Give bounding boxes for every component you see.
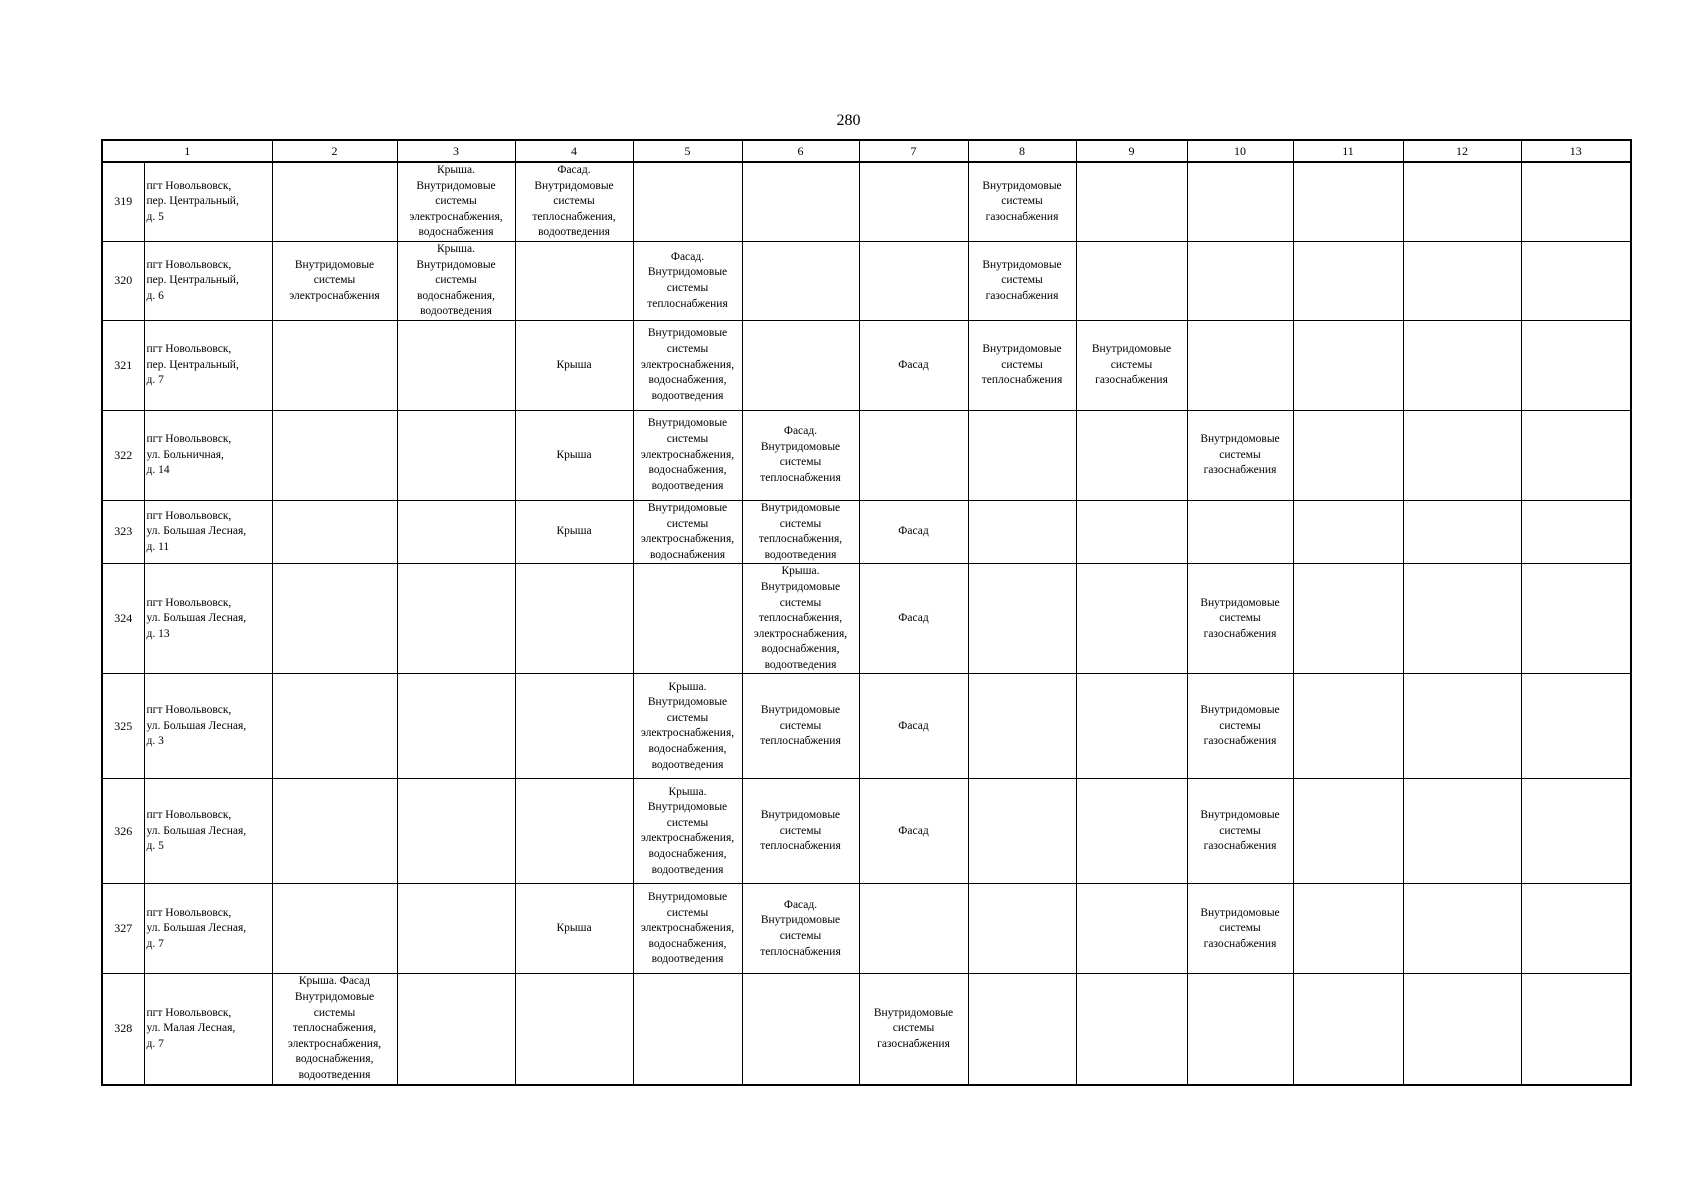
repair-schedule-table	[101, 139, 1632, 1086]
work-cell-col-3	[397, 320, 515, 410]
work-cell-col-12	[1403, 564, 1521, 674]
work-cell-col-4	[515, 320, 633, 410]
work-cell-col-7	[859, 410, 968, 500]
column-header: 8	[968, 140, 1076, 162]
cell-text: 328	[114, 1021, 133, 1036]
work-cell-col-11	[1293, 241, 1403, 320]
work-cell-col-9	[1076, 884, 1187, 974]
column-header: 5	[633, 140, 742, 162]
address-cell	[144, 674, 272, 779]
work-cell-col-8	[968, 500, 1076, 563]
work-cell-col-4	[515, 500, 633, 563]
cell-text: Внутридомовые системы газоснабжения	[1091, 343, 1172, 387]
work-cell-col-13	[1521, 674, 1631, 779]
row-number-cell	[102, 779, 144, 884]
work-cell-col-10	[1187, 241, 1293, 320]
cell-text: Внутридомовые системы газоснабжения	[1200, 809, 1280, 853]
work-cell-col-2	[272, 241, 397, 320]
work-cell-col-5	[633, 674, 742, 779]
cell-text: Внутридомовые системы газоснабжения	[873, 1006, 954, 1050]
column-header: 2	[272, 140, 397, 162]
cell-text: Крыша. Внутридомовые системы электроснабжения, водоснабжения	[409, 164, 503, 239]
cell-text: пгт Новольвовск, ул. Малая Лесная, д. 7	[146, 1006, 236, 1050]
work-cell-col-7	[859, 500, 968, 563]
work-cell-col-6	[742, 564, 859, 674]
work-cell-col-10	[1187, 320, 1293, 410]
row-number-cell	[102, 884, 144, 974]
work-cell-col-9	[1076, 241, 1187, 320]
table-row	[102, 241, 1631, 320]
work-cell-col-11	[1293, 884, 1403, 974]
row-number-cell	[102, 241, 144, 320]
work-cell-col-10	[1187, 564, 1293, 674]
work-cell-col-2	[272, 320, 397, 410]
work-cell-col-13	[1521, 162, 1631, 241]
work-cell-col-8	[968, 410, 1076, 500]
work-cell-col-10	[1187, 779, 1293, 884]
work-cell-col-2	[272, 974, 397, 1085]
work-cell-col-11	[1293, 974, 1403, 1085]
work-cell-col-3	[397, 974, 515, 1085]
table-row	[102, 410, 1631, 500]
work-cell-col-11	[1293, 162, 1403, 241]
work-cell-col-3	[397, 884, 515, 974]
cell-text: Фасад. Внутридомовые системы теплоснабжения	[760, 425, 841, 485]
cell-text: Крыша	[556, 525, 592, 538]
column-header: 10	[1187, 140, 1293, 162]
work-cell-col-7	[859, 779, 968, 884]
cell-text: Крыша	[556, 358, 592, 371]
work-cell-col-11	[1293, 320, 1403, 410]
work-cell-col-3	[397, 674, 515, 779]
work-cell-col-6	[742, 974, 859, 1085]
table-row	[102, 162, 1631, 241]
work-cell-col-13	[1521, 500, 1631, 563]
work-cell-col-9	[1076, 674, 1187, 779]
work-cell-col-4	[515, 162, 633, 241]
cell-text: Внутридомовые системы электроснабжения, водоснабжения, водоотведения	[640, 890, 735, 966]
cell-text: 326	[114, 823, 133, 838]
table-row	[102, 674, 1631, 779]
work-cell-col-2	[272, 779, 397, 884]
work-cell-col-12	[1403, 974, 1521, 1085]
work-cell-col-3	[397, 162, 515, 241]
cell-text: 319	[114, 194, 133, 209]
work-cell-col-6	[742, 241, 859, 320]
work-cell-col-6	[742, 674, 859, 779]
row-number-cell	[102, 162, 144, 241]
work-cell-col-5	[633, 410, 742, 500]
cell-text: пгт Новольвовск, пер. Центральный, д. 6	[146, 258, 239, 302]
work-cell-col-5	[633, 241, 742, 320]
work-cell-col-13	[1521, 974, 1631, 1085]
table-header-row	[102, 140, 1631, 162]
work-cell-col-2	[272, 884, 397, 974]
work-cell-col-3	[397, 564, 515, 674]
work-cell-col-7	[859, 974, 968, 1085]
work-cell-col-12	[1403, 779, 1521, 884]
work-cell-col-4	[515, 884, 633, 974]
work-cell-col-2	[272, 564, 397, 674]
cell-text: пгт Новольвовск, ул. Большая Лесная, д. 3	[146, 704, 247, 748]
table-row	[102, 564, 1631, 674]
cell-text: Крыша	[556, 922, 592, 935]
work-cell-col-6	[742, 500, 859, 563]
work-cell-col-10	[1187, 674, 1293, 779]
cell-text: пгт Новольвовск, ул. Большая Лесная, д. 7	[146, 906, 247, 950]
work-cell-col-8	[968, 674, 1076, 779]
work-cell-col-3	[397, 410, 515, 500]
cell-text: Фасад	[898, 525, 929, 538]
work-cell-col-6	[742, 410, 859, 500]
cell-text: Внутридомовые системы электроснабжения	[289, 258, 380, 302]
work-cell-col-2	[272, 162, 397, 241]
work-cell-col-5	[633, 974, 742, 1085]
work-cell-col-7	[859, 564, 968, 674]
work-cell-col-8	[968, 974, 1076, 1085]
work-cell-col-12	[1403, 674, 1521, 779]
work-cell-col-5	[633, 564, 742, 674]
cell-text: Внутридомовые системы газоснабжения	[982, 258, 1062, 302]
column-header: 1	[102, 140, 272, 162]
table-row	[102, 974, 1631, 1085]
cell-text: Крыша. Фасад Внутридомовые системы теплоснабжения, электроснабжения, водоснабжения, водоотведения	[287, 975, 382, 1082]
cell-text: Внутридомовые системы теплоснабжения	[760, 809, 841, 853]
work-cell-col-3	[397, 779, 515, 884]
work-cell-col-12	[1403, 241, 1521, 320]
work-cell-col-13	[1521, 410, 1631, 500]
cell-text: Фасад. Внутридомовые системы теплоснабжения	[760, 898, 841, 958]
cell-text: пгт Новольвовск, пер. Центральный, д. 7	[146, 343, 239, 387]
column-header: 11	[1293, 140, 1403, 162]
cell-text: пгт Новольвовск, ул. Большая Лесная, д. 5	[146, 809, 247, 853]
address-cell	[144, 162, 272, 241]
work-cell-col-13	[1521, 779, 1631, 884]
work-cell-col-6	[742, 779, 859, 884]
column-header: 6	[742, 140, 859, 162]
address-cell	[144, 410, 272, 500]
address-cell	[144, 241, 272, 320]
cell-text: Внутридомовые системы теплоснабжения	[760, 704, 841, 748]
work-cell-col-12	[1403, 320, 1521, 410]
work-cell-col-9	[1076, 500, 1187, 563]
cell-text: Крыша. Внутридомовые системы водоснабжения, водоотведения	[416, 242, 496, 318]
work-cell-col-9	[1076, 320, 1187, 410]
work-cell-col-7	[859, 884, 968, 974]
work-cell-col-9	[1076, 410, 1187, 500]
work-cell-col-9	[1076, 564, 1187, 674]
work-cell-col-4	[515, 564, 633, 674]
cell-text: Крыша. Внутридомовые системы теплоснабжения, электроснабжения, водоснабжения, водоотведения	[753, 565, 848, 671]
cell-text: 320	[114, 273, 133, 288]
work-cell-col-2	[272, 674, 397, 779]
work-cell-col-5	[633, 162, 742, 241]
cell-text: Фасад	[898, 612, 929, 625]
cell-text: 321	[114, 357, 133, 372]
work-cell-col-12	[1403, 884, 1521, 974]
work-cell-col-2	[272, 410, 397, 500]
cell-text: пгт Новольвовск, пер. Центральный, д. 5	[146, 179, 239, 223]
work-cell-col-8	[968, 320, 1076, 410]
work-cell-col-8	[968, 564, 1076, 674]
row-number-cell	[102, 320, 144, 410]
cell-text: 325	[114, 718, 133, 733]
cell-text: Внутридомовые системы газоснабжения	[1200, 906, 1280, 950]
column-header: 12	[1403, 140, 1521, 162]
cell-text: Фасад	[898, 824, 929, 837]
address-cell	[144, 779, 272, 884]
work-cell-col-13	[1521, 564, 1631, 674]
cell-text: 322	[114, 447, 133, 462]
column-header: 13	[1521, 140, 1631, 162]
work-cell-col-7	[859, 674, 968, 779]
cell-text: Внутридомовые системы газоснабжения	[1200, 596, 1280, 640]
cell-text: Фасад. Внутридомовые системы теплоснабжения, водоотведения	[532, 164, 616, 239]
address-cell	[144, 500, 272, 563]
table-row	[102, 779, 1631, 884]
page-number: 280	[836, 112, 861, 129]
table-row	[102, 320, 1631, 410]
cell-text: Внутридомовые системы газоснабжения	[1200, 433, 1280, 477]
work-cell-col-3	[397, 241, 515, 320]
work-cell-col-5	[633, 884, 742, 974]
table-row	[102, 884, 1631, 974]
column-header: 7	[859, 140, 968, 162]
work-cell-col-10	[1187, 884, 1293, 974]
work-cell-col-13	[1521, 320, 1631, 410]
work-cell-col-4	[515, 410, 633, 500]
work-cell-col-6	[742, 320, 859, 410]
column-header: 4	[515, 140, 633, 162]
cell-text: Крыша. Внутридомовые системы электроснабжения, водоснабжения, водоотведения	[640, 785, 735, 876]
work-cell-col-7	[859, 162, 968, 241]
work-cell-col-12	[1403, 162, 1521, 241]
work-cell-col-12	[1403, 410, 1521, 500]
row-number-cell	[102, 500, 144, 563]
work-cell-col-10	[1187, 162, 1293, 241]
work-cell-col-10	[1187, 500, 1293, 563]
work-cell-col-5	[633, 779, 742, 884]
work-cell-col-11	[1293, 779, 1403, 884]
work-cell-col-13	[1521, 884, 1631, 974]
address-cell	[144, 564, 272, 674]
work-cell-col-11	[1293, 500, 1403, 563]
work-cell-col-7	[859, 241, 968, 320]
cell-text: Внутридомовые системы электроснабжения, водоснабжения, водоотведения	[640, 417, 735, 492]
cell-text: Внутридомовые системы газоснабжения	[982, 179, 1062, 223]
cell-text: Внутридомовые системы электроснабжения, водоснабжения	[640, 501, 735, 561]
cell-text: Фасад	[898, 719, 929, 732]
cell-text: Крыша	[556, 448, 592, 461]
work-cell-col-3	[397, 500, 515, 563]
work-cell-col-6	[742, 162, 859, 241]
cell-text: Внутридомовые системы газоснабжения	[1200, 704, 1280, 748]
cell-text: пгт Новольвовск, ул. Больничная, д. 14	[146, 433, 232, 477]
work-cell-col-8	[968, 779, 1076, 884]
work-cell-col-8	[968, 884, 1076, 974]
work-cell-col-10	[1187, 974, 1293, 1085]
address-cell	[144, 884, 272, 974]
work-cell-col-11	[1293, 564, 1403, 674]
work-cell-col-12	[1403, 500, 1521, 563]
work-cell-col-9	[1076, 162, 1187, 241]
cell-text: 323	[114, 524, 133, 539]
work-cell-col-4	[515, 674, 633, 779]
cell-text: Фасад	[898, 358, 929, 371]
column-header: 9	[1076, 140, 1187, 162]
work-cell-col-11	[1293, 410, 1403, 500]
work-cell-col-6	[742, 884, 859, 974]
work-cell-col-10	[1187, 410, 1293, 500]
work-cell-col-4	[515, 241, 633, 320]
work-cell-col-8	[968, 241, 1076, 320]
work-cell-col-2	[272, 500, 397, 563]
work-cell-col-5	[633, 320, 742, 410]
row-number-cell	[102, 674, 144, 779]
work-cell-col-9	[1076, 779, 1187, 884]
cell-text: Фасад. Внутридомовые системы теплоснабжения	[647, 250, 728, 310]
table-row	[102, 500, 1631, 563]
cell-text: Крыша. Внутридомовые системы электроснабжения, водоснабжения, водоотведения	[640, 680, 735, 771]
cell-text: пгт Новольвовск, ул. Большая Лесная, д. 13	[146, 596, 247, 640]
cell-text: Внутридомовые системы теплоснабжения	[981, 343, 1063, 387]
work-cell-col-11	[1293, 674, 1403, 779]
work-cell-col-9	[1076, 974, 1187, 1085]
cell-text: Внутридомовые системы теплоснабжения, водоотведения	[758, 501, 843, 561]
work-cell-col-4	[515, 779, 633, 884]
cell-text: пгт Новольвовск, ул. Большая Лесная, д. 11	[146, 509, 247, 553]
cell-text: 324	[114, 611, 133, 626]
address-cell	[144, 974, 272, 1085]
address-cell	[144, 320, 272, 410]
work-cell-col-7	[859, 320, 968, 410]
work-cell-col-5	[633, 500, 742, 563]
row-number-cell	[102, 410, 144, 500]
work-cell-col-8	[968, 162, 1076, 241]
work-cell-col-13	[1521, 241, 1631, 320]
row-number-cell	[102, 564, 144, 674]
column-header: 3	[397, 140, 515, 162]
cell-text: Внутридомовые системы электроснабжения, водоснабжения, водоотведения	[640, 327, 735, 402]
cell-text: 327	[114, 921, 133, 936]
work-cell-col-4	[515, 974, 633, 1085]
row-number-cell	[102, 974, 144, 1085]
